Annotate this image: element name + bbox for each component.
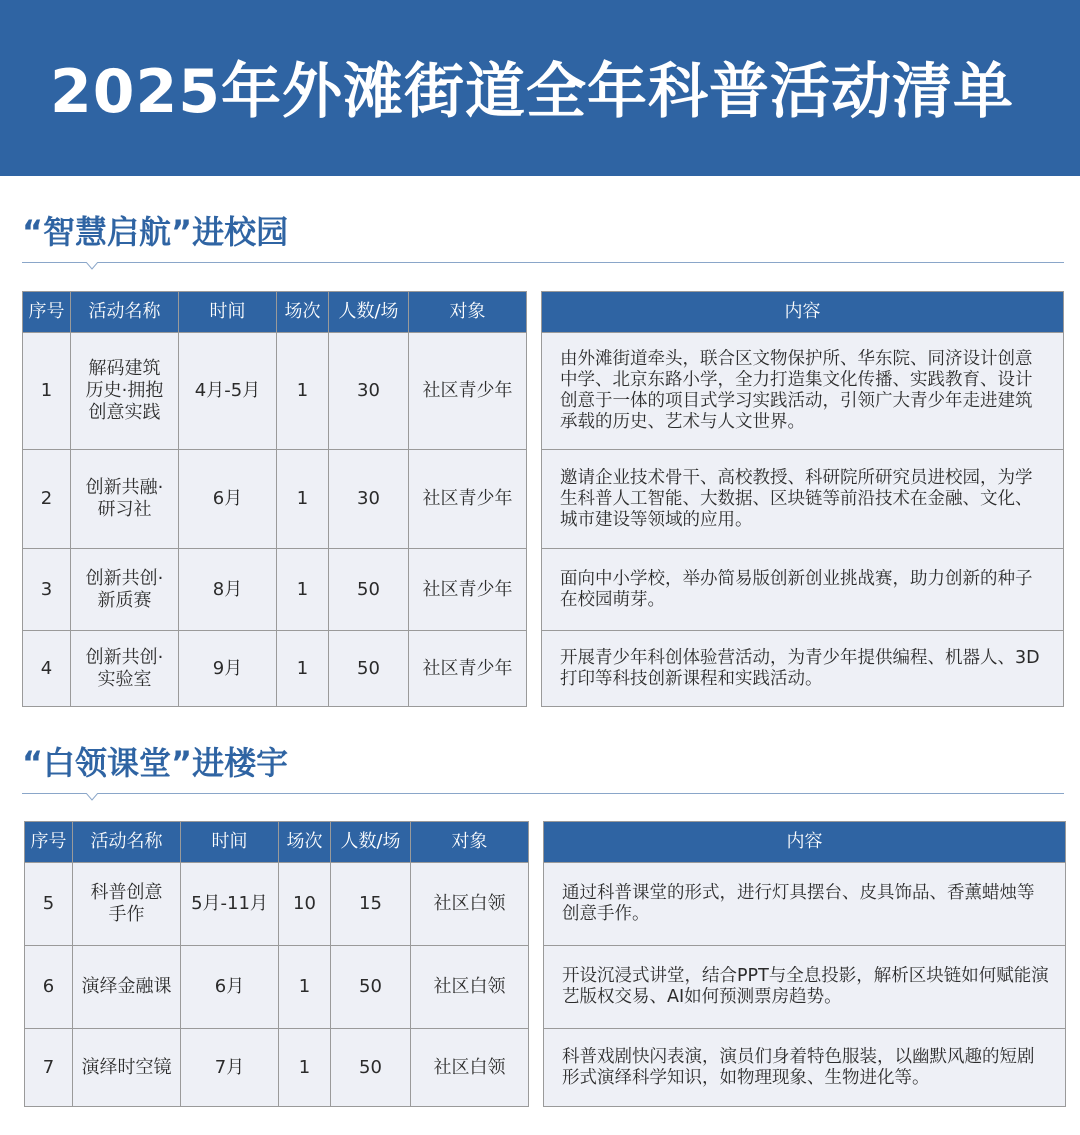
col-header-target: 对象 <box>409 292 527 333</box>
table-row <box>23 631 527 707</box>
cell-no: 6 <box>25 946 73 1029</box>
col-header-name: 活动名称 <box>73 822 181 863</box>
cell-time: 9月 <box>179 631 277 707</box>
cell-time: 5月-11月 <box>181 863 279 946</box>
table-row <box>25 863 529 946</box>
cell-name: 创新共融· 研习社 <box>71 450 179 549</box>
cell-sessions: 1 <box>277 333 329 450</box>
cell-people: 30 <box>329 450 409 549</box>
table-header-row <box>23 292 527 333</box>
col-header-time: 时间 <box>181 822 279 863</box>
cell-sessions: 1 <box>277 549 329 631</box>
cell-no: 7 <box>25 1029 73 1107</box>
cell-name: 演绎金融课 <box>73 946 181 1029</box>
cell-name: 科普创意 手作 <box>73 863 181 946</box>
cell-no: 4 <box>23 631 71 707</box>
cell-name: 创新共创· 新质赛 <box>71 549 179 631</box>
activity-table-office <box>24 821 529 1107</box>
table-row <box>542 333 1064 450</box>
cell-people: 50 <box>329 631 409 707</box>
col-header-people: 人数/场 <box>329 292 409 333</box>
cell-people: 30 <box>329 333 409 450</box>
col-header-name: 活动名称 <box>71 292 179 333</box>
col-header-sessions: 场次 <box>279 822 331 863</box>
col-header-content: 内容 <box>542 292 1064 333</box>
cell-no: 5 <box>25 863 73 946</box>
table-row <box>25 1029 529 1107</box>
cell-sessions: 1 <box>279 1029 331 1107</box>
cell-no: 2 <box>23 450 71 549</box>
section-title-office: “白领课堂”进楼宇 <box>22 744 289 782</box>
divider-notch-icon <box>86 793 98 801</box>
activity-table-campus <box>22 291 527 707</box>
cell-people: 15 <box>331 863 411 946</box>
cell-target: 社区白领 <box>411 1029 529 1107</box>
cell-target: 社区白领 <box>411 863 529 946</box>
cell-sessions: 1 <box>279 946 331 1029</box>
cell-target: 社区青少年 <box>409 631 527 707</box>
divider-notch-icon <box>86 262 98 270</box>
cell-content: 面向中小学校，举办简易版创新创业挑战赛，助力创新的种子在校园萌芽。 <box>542 549 1064 631</box>
table-row <box>23 333 527 450</box>
content-table-office <box>543 821 1066 1107</box>
col-header-sessions: 场次 <box>277 292 329 333</box>
section-divider <box>22 793 1064 805</box>
table-row <box>23 450 527 549</box>
header-banner <box>0 0 1080 176</box>
cell-name: 创新共创· 实验室 <box>71 631 179 707</box>
table-header-row <box>542 292 1064 333</box>
cell-time: 6月 <box>179 450 277 549</box>
cell-content: 开展青少年科创体验营活动，为青少年提供编程、机器人、3D打印等科技创新课程和实践活动。 <box>542 631 1064 707</box>
cell-name: 演绎时空镜 <box>73 1029 181 1107</box>
table-row <box>544 1029 1066 1107</box>
table-header-row <box>544 822 1066 863</box>
cell-content: 邀请企业技术骨干、高校教授、科研院所研究员进校园，为学生科普人工智能、大数据、区块链等前沿技术在金融、文化、城市建设等领域的应用。 <box>542 450 1064 549</box>
cell-target: 社区白领 <box>411 946 529 1029</box>
cell-people: 50 <box>331 946 411 1029</box>
cell-time: 4月-5月 <box>179 333 277 450</box>
cell-no: 3 <box>23 549 71 631</box>
section-title-campus: “智慧启航”进校园 <box>22 213 289 251</box>
table-row <box>542 450 1064 549</box>
cell-content: 通过科普课堂的形式，进行灯具摆台、皮具饰品、香薰蜡烛等创意手作。 <box>544 863 1066 946</box>
table-header-row <box>25 822 529 863</box>
cell-sessions: 1 <box>277 450 329 549</box>
cell-time: 7月 <box>181 1029 279 1107</box>
col-header-people: 人数/场 <box>331 822 411 863</box>
col-header-target: 对象 <box>411 822 529 863</box>
page-title: 2025年外滩街道全年科普活动清单 <box>50 57 1014 127</box>
col-header-content: 内容 <box>544 822 1066 863</box>
cell-time: 8月 <box>179 549 277 631</box>
table-row <box>544 946 1066 1029</box>
cell-content: 由外滩街道牵头，联合区文物保护所、华东院、同济设计创意中学、北京东路小学，全力打造集文化传播、实践教育、设计创意于一体的项目式学习实践活动，引领广大青少年走进建筑承载的历史、艺术与人文世界。 <box>542 333 1064 450</box>
cell-time: 6月 <box>181 946 279 1029</box>
cell-people: 50 <box>331 1029 411 1107</box>
cell-sessions: 10 <box>279 863 331 946</box>
table-row <box>544 863 1066 946</box>
table-row <box>542 631 1064 707</box>
cell-no: 1 <box>23 333 71 450</box>
content-table-campus <box>541 291 1064 707</box>
col-header-time: 时间 <box>179 292 277 333</box>
cell-target: 社区青少年 <box>409 333 527 450</box>
cell-target: 社区青少年 <box>409 450 527 549</box>
section-divider <box>22 262 1064 274</box>
cell-content: 科普戏剧快闪表演，演员们身着特色服装，以幽默风趣的短剧形式演绎科学知识，如物理现象、生物进化等。 <box>544 1029 1066 1107</box>
cell-people: 50 <box>329 549 409 631</box>
cell-target: 社区青少年 <box>409 549 527 631</box>
table-row <box>25 946 529 1029</box>
col-header-no: 序号 <box>23 292 71 333</box>
cell-sessions: 1 <box>277 631 329 707</box>
cell-name: 解码建筑 历史·拥抱 创意实践 <box>71 333 179 450</box>
cell-content: 开设沉浸式讲堂，结合PPT与全息投影，解析区块链如何赋能演艺版权交易、AI如何预测票房趋势。 <box>544 946 1066 1029</box>
col-header-no: 序号 <box>25 822 73 863</box>
table-row <box>542 549 1064 631</box>
table-row <box>23 549 527 631</box>
